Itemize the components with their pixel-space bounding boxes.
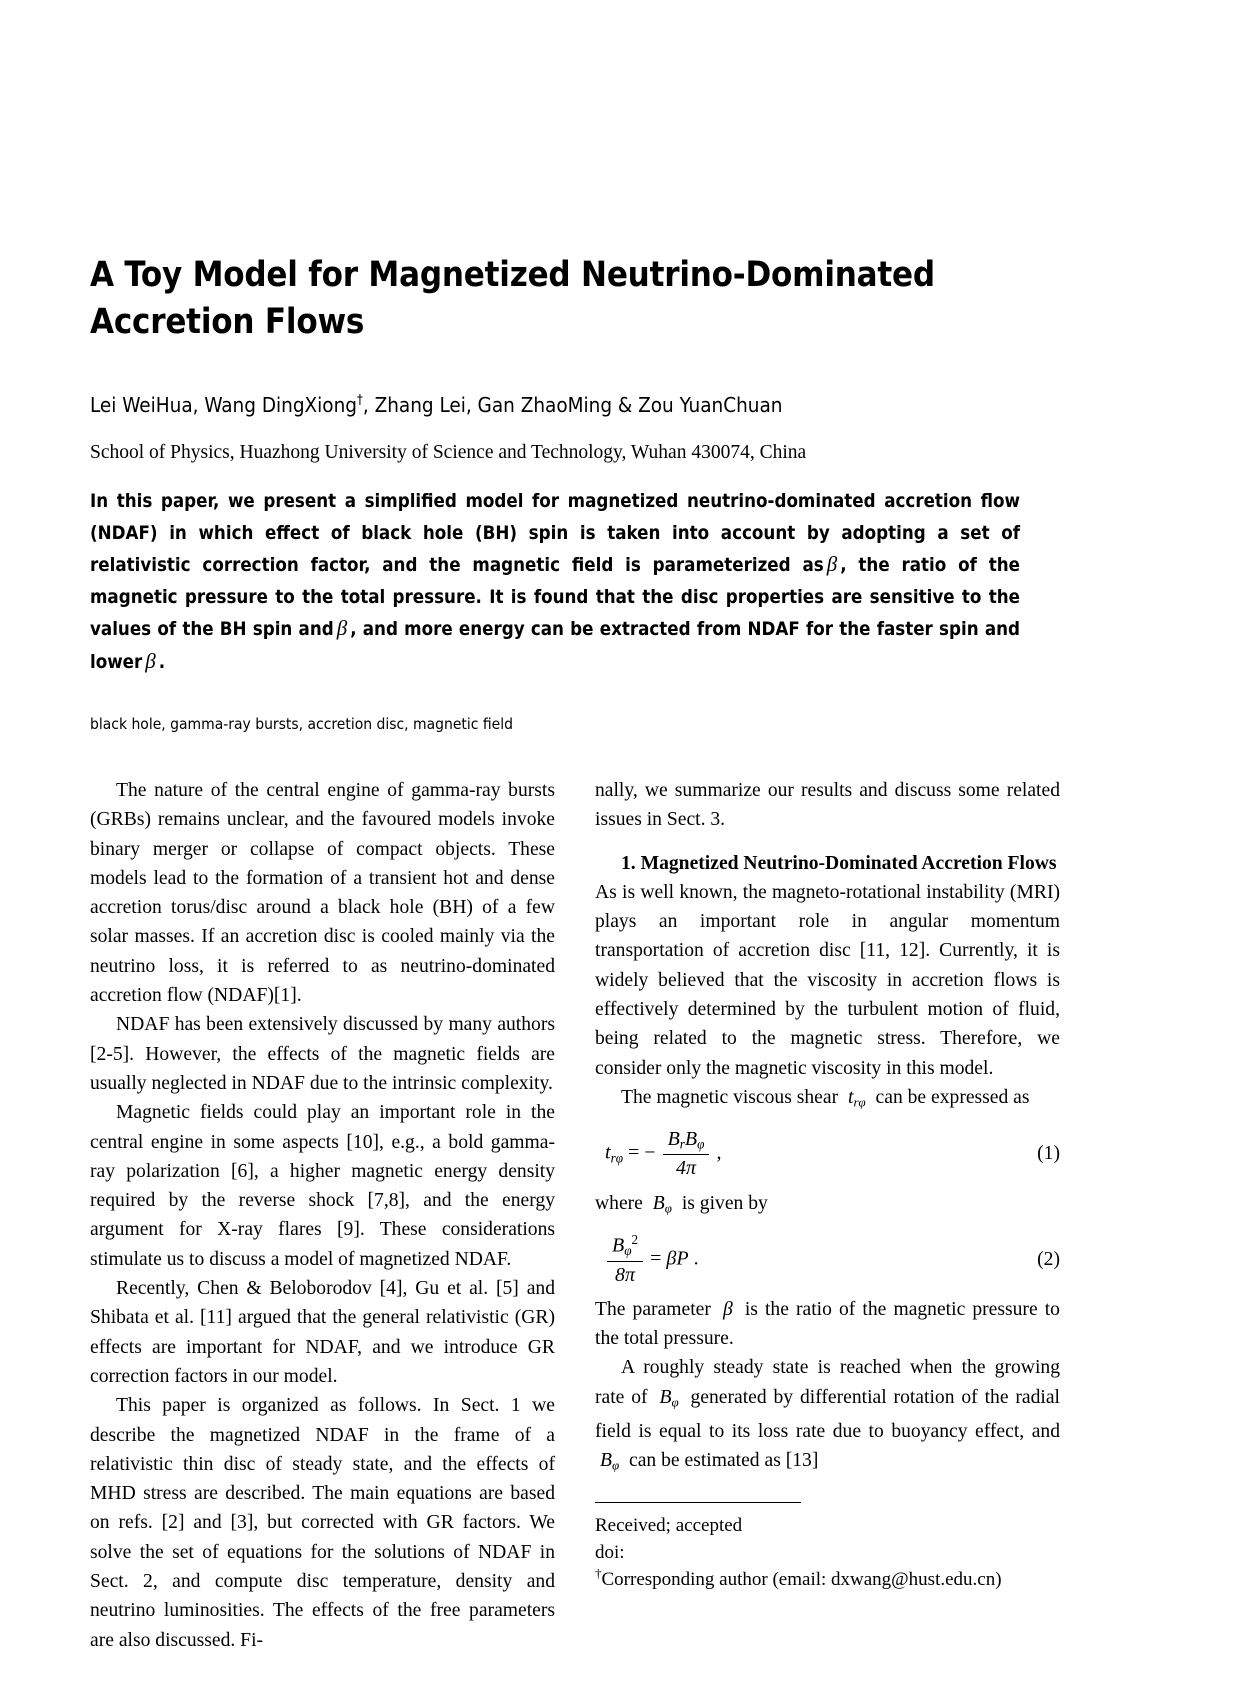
eq1-Br: B [667,1127,680,1150]
abstract-text-1: In this paper, we present a simplified model for magnetized neutrino-dominated accretion flow (NDAF) in which effect of black hole (BH) spin is taken into account by adopting a set of relativistic correction factor, and the magnetic field is parameterized as [90,491,1020,576]
left-column [90,776,555,1655]
dagger-marker: † [357,393,363,409]
eq2-B: B [612,1234,625,1257]
paragraph: NDAF has been extensively discussed by many authors [2-5]. However, the effects of the magnetic fields are usually neglected in NDAF due to the intrinsic complexity. [90,1014,555,1094]
inline-math-b-phi: $B_\varphi$ [600,1449,620,1473]
keywords: black hole, gamma-ray bursts, accretion disc, magnetic field [90,715,513,733]
paragraph: Recently, Chen & Beloborodov [4], Gu et al. [5] and Shibata et al. [11] argued that the general relativistic (GR) effects are important for NDAF, and we introduce GR correction factors in our model. [90,1278,555,1387]
abstract [90,486,1020,678]
paragraph-continuation: nally, we summarize our results and discuss some related issues in Sect. 3. [595,780,1060,831]
section-heading: 1. Magnetized Neutrino-Dominated Accretion Flows [621,852,1057,874]
paragraph-after-eq2 [595,1295,1060,1354]
beta-symbol: β [722,1298,733,1320]
last-text-b: generated by differential rotation of the radial field is equal to its loss rate due to buoyancy effect, and [595,1386,1060,1442]
after-eq2-text-tail: is the ratio of the magnetic pressure to the total pressure. [595,1298,1060,1350]
last-text-c: can be estimated as [13] [629,1449,819,1471]
footnote-rule [595,1502,801,1503]
footnote-corresponding [595,1566,1060,1593]
beta-symbol: β [826,552,838,576]
equation-2-number: (2) [1037,1249,1060,1271]
page-title: A Toy Model for Magnetized Neutrino-Dominated Accretion Flows [90,255,935,342]
equation-1-body [595,1127,1012,1181]
author-names-head: Lei WeiHua, Wang DingXiong [90,393,357,417]
inline-math-b-phi: $B_\varphi$ [659,1386,679,1410]
where-text-tail: is given by [681,1192,768,1214]
eq2-numerator [607,1232,643,1261]
inline-math-b-phi: $B_\varphi$ [652,1192,672,1216]
where-text: where [595,1192,643,1214]
eq1-Br-sub: r [679,1136,685,1152]
eq1-Bphi-sub: φ [697,1136,705,1152]
abstract-text-3: , and more energy can be extracted from NDAF for the faster spin and lower [90,619,1020,673]
abstract-text-4: . [158,651,166,673]
beta-symbol: β [336,616,348,640]
right-column [595,776,1060,1655]
last-text-a: A roughly steady state is reached when the growing rate of [595,1357,1060,1408]
equation-2 [595,1229,1060,1291]
abstract-text-2: , the ratio of the magnetic pressure to the total pressure. It is found that the disc properties are sensitive to the values of the BH spin and [90,555,1020,640]
page-content [90,0,1060,1655]
equation-2-body [595,1232,1012,1287]
author-list [90,392,1060,418]
footnote-received: Received; accepted [595,1514,743,1536]
eq2-equals: = [650,1247,662,1270]
eq2-rhs: βP [666,1247,689,1270]
eq1-numerator [663,1127,710,1155]
affiliation: School of Physics, Huazhong University of Science and Technology, Wuhan 430074, China [90,442,807,463]
eq2-B-sub: φ [624,1243,632,1258]
paragraph: This paper is organized as follows. In Sect. 1 we describe the magnetized NDAF in the frame of a relativistic thin disc of steady state, and the effects of MHD stress are described. The main equations are based on refs. [2] and [3], but corrected with GR factors. We solve the set of equations for the solutions of NDAF in Sect. 2, and compute disc temperature, density and neutrino luminosities. The effects of the free parameters are also discussed. Fi- [90,1395,555,1651]
paragraph: Magnetic fields could play an important role in the central engine in some aspects [10], e.g., a bold gamma-ray polarization [6], a higher magnetic energy density required by the reverse shock [7,8], and the energy argument for X-ray flares [9]. These considerations stimulate us to discuss a model of magnetized NDAF. [90,1102,555,1270]
after-eq2-text: The parameter [595,1298,711,1320]
author-names-tail: , Zhang Lei, Gan ZhaoMing & Zou YuanChuan [362,393,783,417]
footnote-doi: doi: [595,1541,625,1563]
paragraph: As is well known, the magneto-rotational instability (MRI) plays an important role in angular momentum transportation of accretion disc [11, 12]. Currently, it is widely believed that the viscosity in accretion flows is effectively determined by the turbulent motion of fluid, being related to the magnetic stress. Therefore, we consider only the magnetic viscosity in this model. [595,881,1060,1079]
where-line [595,1189,1060,1223]
footnote-block [595,1502,1060,1593]
inline-math-t-rphi: $t_{r\varphi}$ [848,1086,866,1110]
eq1-denominator: 4π [675,1156,697,1179]
beta-symbol: β [145,648,156,673]
body-columns [90,776,1060,1655]
eq1-trailing: , [716,1141,722,1164]
equation-1-number: (1) [1037,1143,1060,1165]
eq2-trailing: . [693,1247,699,1270]
lead-text-tail: can be expressed as [875,1086,1030,1108]
eq2-fraction [607,1232,643,1287]
eq1-lhs-sub: rφ [610,1150,623,1166]
eq1-lhs-var: t [605,1141,611,1164]
eq2-B-sup: 2 [631,1232,639,1248]
equation-1 [595,1123,1060,1185]
eq2-denominator: 8π [615,1263,636,1286]
paragraph-last [595,1353,1060,1479]
eq1-fraction [663,1127,710,1181]
eq1-equals: = − [628,1141,656,1164]
footnote-corresponding-text: Corresponding author (email: dxwang@hust.edu.cn) [601,1568,1002,1590]
equation-lead-in [595,1083,1060,1117]
dagger-marker: † [595,1565,602,1581]
eq1-Bphi: B [684,1127,698,1150]
paragraph: The nature of the central engine of gamma-ray bursts (GRBs) remains unclear, and the favoured models invoke binary merger or collapse of compact objects. These models lead to the formation of a transient hot and dense accretion torus/disc around a black hole (BH) of a few solar masses. If an accretion disc is cooled mainly via the neutrino loss, it is referred to as neutrino-dominated accretion flow (NDAF)[1]. [90,780,555,1007]
lead-text: The magnetic viscous shear [621,1086,839,1108]
